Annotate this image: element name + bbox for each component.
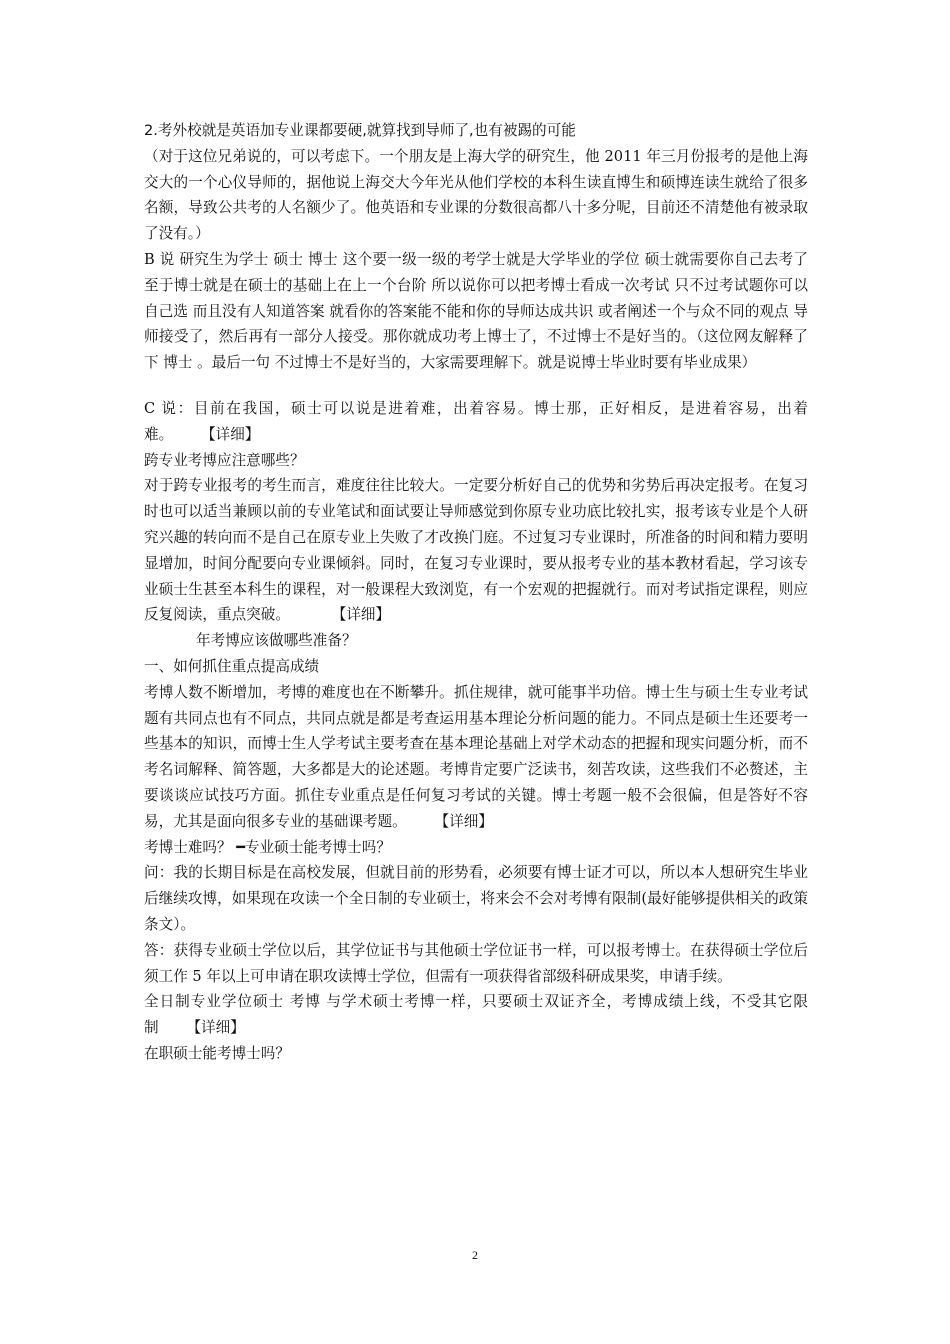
- paragraph-answer: 答：获得专业硕士学位以后，其学位证书与其他硕士学位证书一样，可以报考博士。在获得硕士学位后须工作 5 年以上可申请在职攻读博士学位，但需有一项获得省部级科研成果奖，申请手续。: [144, 941, 808, 985]
- detail-link[interactable]: 【详细】: [201, 425, 260, 443]
- paragraph-cross-major: [144, 473, 808, 628]
- paragraph-c-says: [144, 396, 808, 448]
- detail-link[interactable]: 【详细】: [331, 606, 391, 624]
- paragraph-focus-text: 考博人数不断增加，考博的难度也在不断攀升。抓住规律，就可能事半功倍。博士生与硕士生专业考试题有共同点也有不同点，共同点就是都是考查运用基本理论分析问题的能力。不同点是硕士生还要考一些基本的知识，而博士生人学考试主要考查在基本理论基础上对学术动态的把握和现实问题分析，而不考名词解释、简答题，大多都是大的论述题。考博肯定要广泛读书，刻苦攻读，这些我们不必赘述，主要谈谈应试技巧方面。抓住专业重点是任何复习考试的关键。博士考题一般不会很偏，但是答好不容易，尤其是面向很多专业的基础课考题。: [144, 683, 808, 830]
- paragraph-fulltime-text: 全日制专业学位硕士 考博 与学术硕士考博一样，只要硕士双证齐全，考博成绩上线，不受其它限制: [144, 993, 808, 1037]
- heading-preparation: 年考博应该做哪些准备？: [196, 632, 357, 650]
- document-page: [144, 118, 808, 1067]
- page-number: 2: [472, 1248, 478, 1262]
- heading-cross-major: 跨专业考博应注意哪些？: [144, 451, 305, 469]
- paragraph-focus: [144, 680, 808, 835]
- heading-in-service: 在职硕士能考博士吗？: [144, 1044, 290, 1062]
- heading-professional-master: 考博士难吗？ ━专业硕士能考博士吗？: [144, 838, 391, 856]
- paragraph-b-says: B 说 研究生为学士 硕士 博士 这个要一级一级的考学士就是大学毕业的学位 硕士就需要你自己去考了 至于博士就是在硕士的基础上在上一个台阶 所以说你可以把考博士看成一次考试 只不过考试题你可以自己选 而且没有人知道答案 就看你的答案能不能和你的导师达成共识 或者阐述一个与众不同的观点 导师接受了，然后再有一部分人接受。那你就成功考上博士了，不过博士不是好当的。（这位网友解释了下 博士 。最后一句 不过博士不是好当的，大家需要理解下。就是说博士毕业时要有毕业成果）: [144, 250, 808, 372]
- paragraph-c-says-text: C 说：目前在我国，硕士可以说是进着难，出着容易。博士那，正好相反，是进着容易，出着难。: [144, 399, 808, 443]
- heading-focus: 一、如何抓住重点提高成绩: [144, 657, 320, 675]
- paragraph-fulltime: [144, 989, 808, 1041]
- paragraph-friend-note: （对于这位兄弟说的，可以考虑下。一个朋友是上海大学的研究生，他 2011 年三月份报考的是他上海交大的一个心仪导师的，据他说上海交大今年光从他们学校的本科生读直博生和硕博连读生就给了很多名额，导致公共考的人名额少了。他英语和专业课的分数很高都八十多分呢，目前还不清楚他有被录取了没有。）: [144, 147, 808, 243]
- detail-link[interactable]: 【详细】: [434, 812, 493, 830]
- detail-link[interactable]: 【详细】: [186, 1019, 245, 1037]
- paragraph-question: 问：我的长期目标是在高校发展，但就目前的形势看，必须要有博士证才可以，所以本人想研究生毕业后继续攻博，如果现在攻读一个全日制的专业硕士，将来会不会对考博有限制(最好能够提供相关的政策条文）。: [144, 864, 808, 933]
- paragraph-point-2: 2.考外校就是英语加专业课都要硬,就算找到导师了,也有被踢的可能: [144, 122, 576, 139]
- spacer: [144, 376, 808, 396]
- paragraph-cross-major-text: 对于跨专业报考的考生而言，难度往往比较大。一定要分析好自己的优势和劣势后再决定报考。在复习时也可以适当兼顾以前的专业笔试和面试要让导师感觉到你原专业功底比较扎实，报考该专业是个人研究兴趣的转向而不是自己在原专业上失败了才改换门庭。不过复习专业课时，所准备的时间和精力要明显增加，时间分配要向专业课倾斜。同时，在复习专业课时，要从报考专业的基本教材看起，学习该专业硕士生甚至本科生的课程，对一般课程大致浏览，有一个宏观的把握就行。而对考试指定课程，则应反复阅读，重点突破。: [144, 477, 808, 624]
